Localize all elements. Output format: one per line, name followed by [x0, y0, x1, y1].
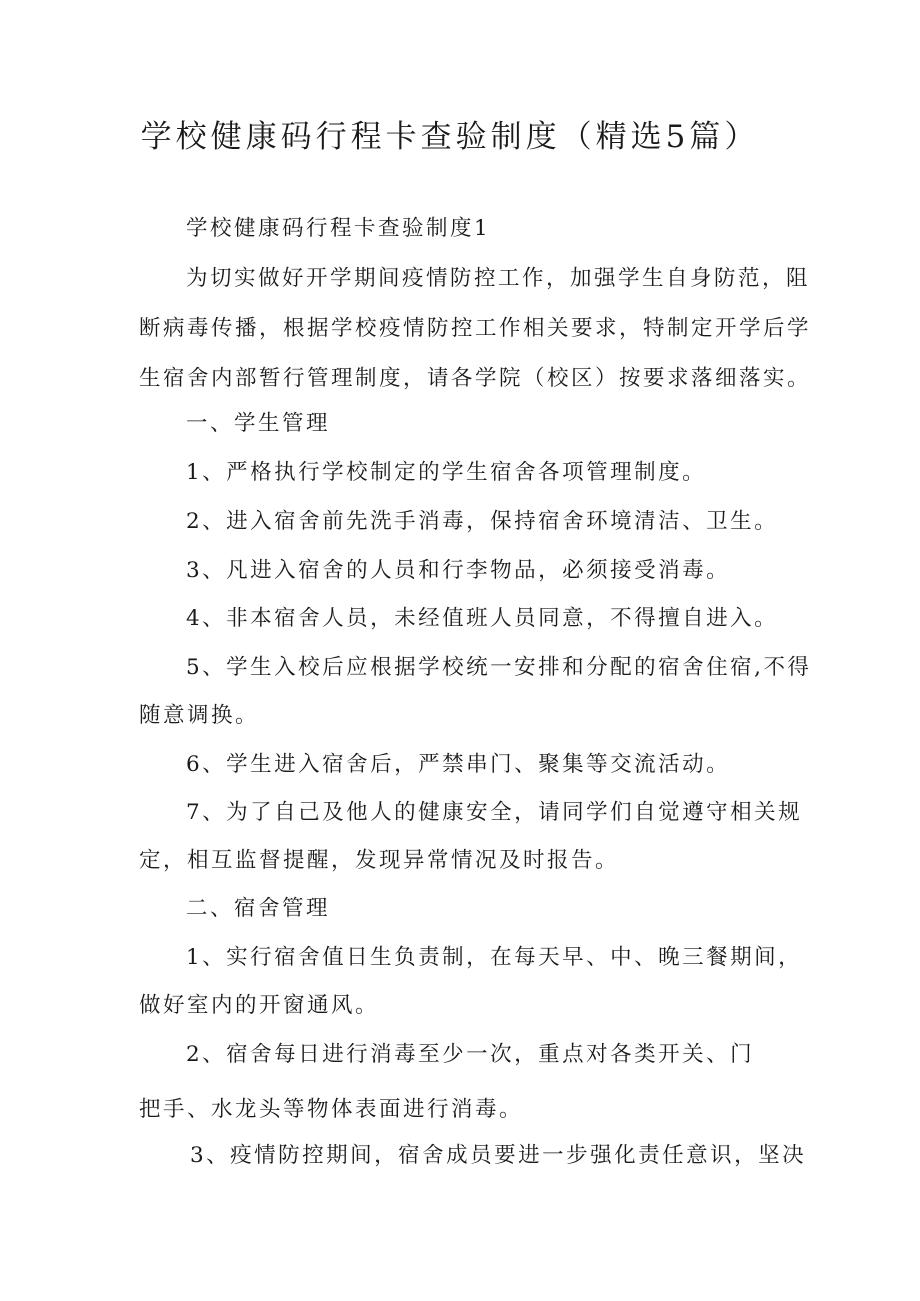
- paragraph-line: 断病毒传播，根据学校疫情防控工作相关要求，特制定开学后学: [139, 316, 812, 341]
- paragraph-line: 为切实做好开学期间疫情防控工作，加强学生自身防范，阻: [186, 266, 811, 291]
- list-item: 1、严格执行学校制定的学生宿舍各项管理制度。: [186, 460, 707, 485]
- section-heading: 二、宿舍管理: [186, 896, 331, 921]
- list-item: 6、学生进入宿舍后，严禁串门、聚集等交流活动。: [186, 752, 731, 777]
- list-item-continuation: 做好室内的开窗通风。: [139, 993, 380, 1018]
- list-item: 2、进入宿舍前先洗手消毒，保持宿舍环境清洁、卫生。: [186, 509, 779, 534]
- paragraph-line: 生宿舍内部暂行管理制度，请各学院（校区）按要求落细落实。: [139, 366, 812, 391]
- list-item: 5、学生入校后应根据学校统一安排和分配的宿舍住宿,不得: [186, 655, 812, 680]
- list-item-continuation: 把手、水龙头等物体表面进行消毒。: [139, 1097, 524, 1122]
- list-item-continuation: 定，相互监督提醒，发现异常情况及时报告。: [139, 848, 620, 873]
- list-item: 4、非本宿舍人员，未经值班人员同意，不得擅自进入。: [186, 606, 779, 631]
- list-item: 3、疫情防控期间，宿舍成员要进一步强化责任意识，坚决: [190, 1143, 807, 1168]
- list-item: 3、凡进入宿舍的人员和行李物品，必须接受消毒。: [186, 558, 731, 583]
- list-item: 1、实行宿舍值日生负责制，在每天早、中、晚三餐期间，: [186, 945, 803, 970]
- section-heading: 学校健康码行程卡查验制度1: [186, 216, 491, 241]
- document-title: 学校健康码行程卡查验制度（精选5篇）: [140, 119, 760, 155]
- section-heading: 一、学生管理: [186, 411, 331, 436]
- list-item-continuation: 随意调换。: [139, 703, 260, 728]
- list-item: 2、宿舍每日进行消毒至少一次，重点对各类开关、门: [186, 1042, 755, 1067]
- list-item: 7、为了自己及他人的健康安全，请同学们自觉遵守相关规: [186, 800, 803, 825]
